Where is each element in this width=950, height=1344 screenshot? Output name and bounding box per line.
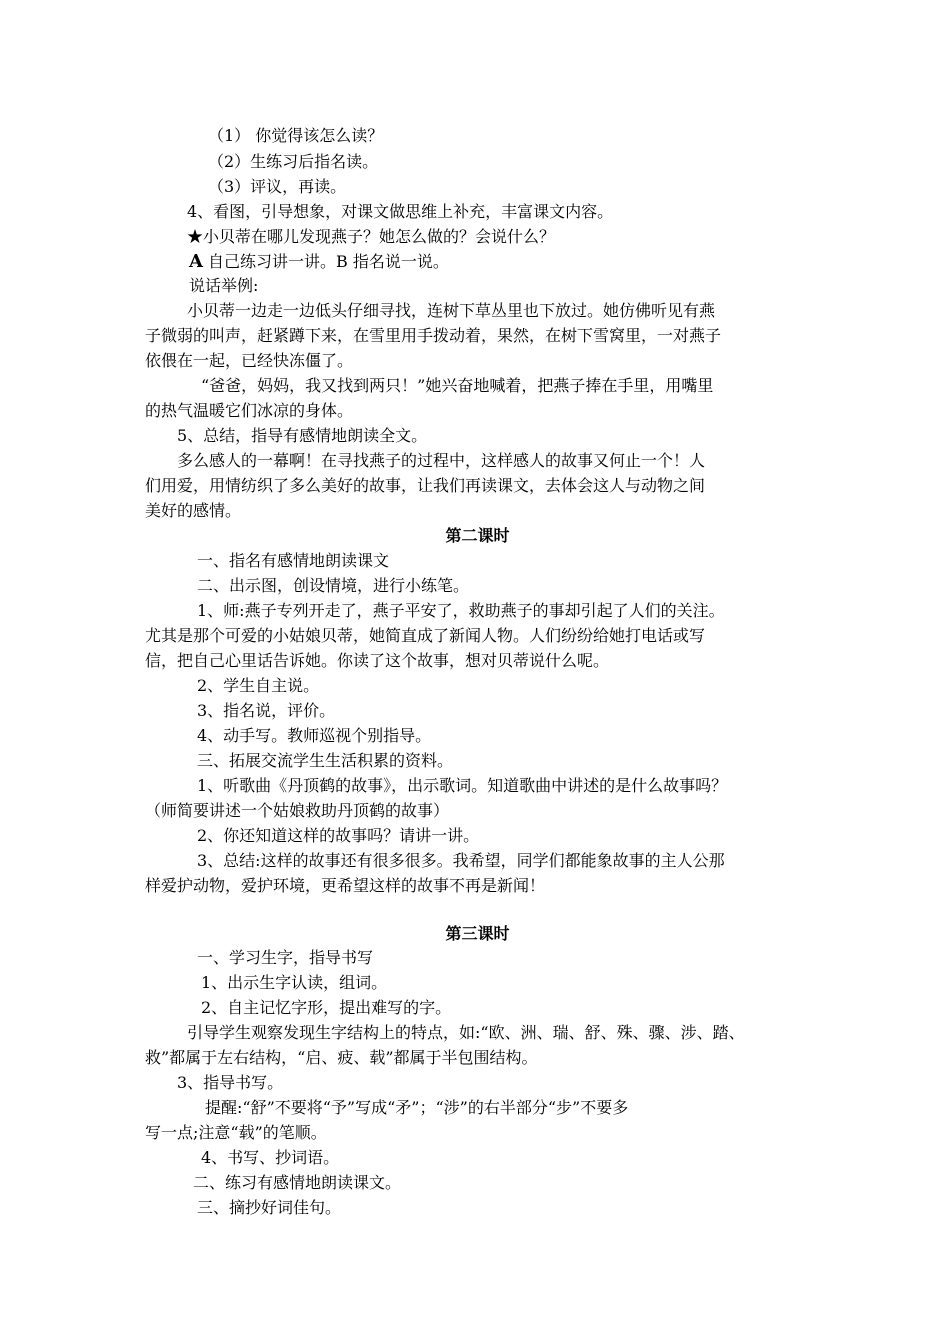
text-line: 4、书写、抄词语。 [201, 1148, 340, 1167]
text-line: （师简要讲述一个姑娘救助丹顶鹤的故事） [145, 801, 450, 820]
text-line: 1、出示生字认读，组词。 [201, 973, 388, 992]
option-a-label: A [189, 251, 203, 272]
text-line: 4、看图，引导想象，对课文做思维上补充，丰富课文内容。 [187, 202, 614, 221]
text-line: 3、指导书写。 [177, 1073, 284, 1092]
text-line: 说话举例: [189, 276, 259, 295]
text-line: 样爱护动物，爱护环境，更希望这样的故事不再是新闻！ [145, 876, 546, 895]
text-line: 救”都属于左右结构，“启、疲、载”都属于半包围结构。 [145, 1048, 538, 1067]
section-heading: 第三课时 [445, 924, 510, 943]
text-line: （1） 你觉得该怎么读？ [208, 126, 384, 145]
text-line: 二、练习有感情地朗读课文。 [193, 1173, 402, 1192]
text-line: 二、出示图，创设情境，进行小练笔。 [197, 576, 470, 595]
text-line: 引导学生观察发现生字结构上的特点，如:“欧、洲、瑞、舒、殊、骤、涉、踏、 [187, 1023, 745, 1042]
text-line: 5、总结，指导有感情地朗读全文。 [177, 426, 428, 445]
text-line: 4、动手写。教师巡视个别指导。 [197, 726, 432, 745]
text-line: 2、学生自主说。 [197, 676, 320, 695]
text-line: 提醒:“舒”不要将“予”写成“矛”；“涉”的右半部分“步”不要多 [205, 1098, 629, 1117]
text-line: 1、师:燕子专列开走了，燕子平安了，救助燕子的事却引起了人们的关注。 [197, 601, 725, 620]
text-line: 子微弱的叫声，赶紧蹲下来，在雪里用手拨动着，果然，在树下雪窝里，一对燕子 [145, 326, 722, 345]
text-line: 三、拓展交流学生生活积累的资料。 [197, 751, 454, 770]
text-line: 们用爱，用情纺织了多么美好的故事，让我们再读课文，去体会这人与动物之间 [145, 476, 706, 495]
text-line: ★小贝蒂在哪儿发现燕子？她怎么做的？会说什么？ [187, 227, 556, 246]
text-line: 依偎在一起，已经快冻僵了。 [145, 351, 354, 370]
text-line: 1、听歌曲《丹顶鹤的故事》，出示歌词。知道歌曲中讲述的是什么故事吗？ [197, 776, 728, 795]
text-line: 的热气温暖它们冰凉的身体。 [145, 401, 354, 420]
text-span: 自己练习讲一讲。B 指名说一说。 [202, 252, 449, 271]
text-line [145, 250, 854, 274]
text-line: “爸爸，妈妈，我又找到两只！”她兴奋地喊着，把燕子捧在手里，用嘴里 [201, 376, 714, 395]
text-line: 三、摘抄好词佳句。 [197, 1198, 342, 1217]
text-line: 3、总结:这样的故事还有很多很多。我希望，同学们都能象故事的主人公那 [197, 851, 725, 870]
text-line: 小贝蒂一边走一边低头仔细寻找，连树下草丛里也下放过。她仿佛听见有燕 [187, 301, 716, 320]
text-line: 美好的感情。 [145, 501, 242, 520]
text-line: 2、自主记忆字形，提出难写的字。 [201, 998, 452, 1017]
text-line: 2、你还知道这样的故事吗？请讲一讲。 [197, 826, 480, 845]
text-line: （3）评议，再读。 [208, 177, 347, 196]
text-line: （2）生练习后指名读。 [208, 152, 379, 171]
text-line: 一、学习生字，指导书写 [197, 948, 374, 967]
text-line: 多么感人的一幕啊！在寻找燕子的过程中，这样感人的故事又何止一个！人 [177, 451, 706, 470]
text-line: 3、指名说，评价。 [197, 701, 336, 720]
text-line: 一、指名有感情地朗读课文 [197, 551, 390, 570]
text-line: 尤其是那个可爱的小姑娘贝蒂，她简直成了新闻人物。人们纷纷给她打电话或写 [145, 626, 706, 645]
text-line: 写一点;注意“载”的笔顺。 [145, 1123, 327, 1142]
section-heading: 第二课时 [445, 526, 510, 545]
text-line: 信，把自己心里话告诉她。你读了这个故事，想对贝蒂说什么呢。 [145, 651, 610, 670]
